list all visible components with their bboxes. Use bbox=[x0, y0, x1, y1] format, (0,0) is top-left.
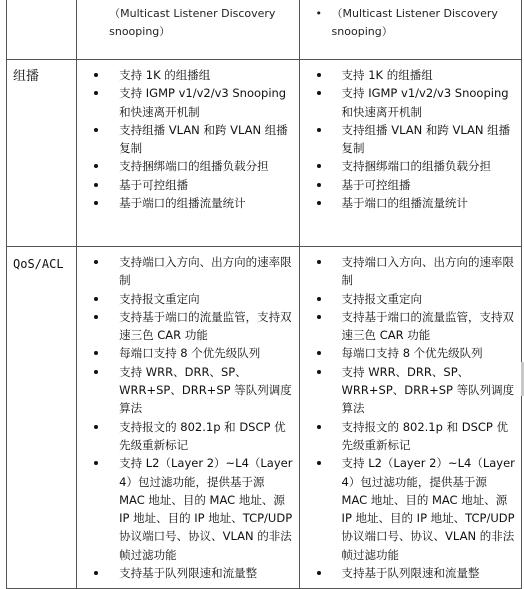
spec-cell-b bbox=[299, 60, 521, 247]
category-cell bbox=[7, 247, 77, 589]
bullet-icon bbox=[94, 351, 98, 355]
mld-note bbox=[308, 5, 515, 41]
list-item: 支持报文的 802.1p 和 DSCP 优先级重新标记 bbox=[308, 418, 515, 455]
bullet-icon bbox=[94, 73, 98, 77]
bullet-marker: • bbox=[315, 7, 323, 20]
feature-list bbox=[308, 66, 515, 212]
table-row-multicast bbox=[7, 60, 522, 247]
bullet-icon bbox=[94, 183, 98, 187]
list-item: 基于可控组播 bbox=[308, 176, 515, 194]
bullet-icon bbox=[317, 370, 321, 374]
bullet-icon bbox=[94, 91, 98, 95]
category-cell-empty bbox=[7, 0, 77, 60]
list-item: 支持基于端口的流量监管，支持双速三色 CAR 功能 bbox=[308, 308, 515, 345]
spec-cell-b bbox=[299, 0, 521, 60]
list-item: 支持端口入方向、出方向的速率限制 bbox=[85, 253, 292, 290]
list-item: 基于端口的组播流量统计 bbox=[85, 194, 292, 212]
list-item: 支持 WRR、DRR、SP、WRR+SP、DRR+SP 等队列调度算法 bbox=[308, 363, 515, 418]
category-label: 组播 bbox=[13, 69, 40, 84]
bullet-icon bbox=[94, 370, 98, 374]
spec-table bbox=[6, 0, 522, 589]
bullet-icon bbox=[94, 164, 98, 168]
spec-cell-a bbox=[77, 0, 299, 60]
feature-list bbox=[85, 253, 292, 582]
bullet-icon bbox=[94, 315, 98, 319]
list-item: 支持报文重定向 bbox=[85, 290, 292, 308]
bullet-icon bbox=[317, 128, 321, 132]
list-item: 支持捆绑端口的组播负载分担 bbox=[85, 157, 292, 175]
list-item: 基于可控组播 bbox=[85, 176, 292, 194]
bullet-icon bbox=[317, 164, 321, 168]
bullet-icon bbox=[94, 201, 98, 205]
list-item: 支持 1K 的组播组 bbox=[308, 66, 515, 84]
list-item: 支持 L2（Layer 2）~L4（Layer 4）包过滤功能，提供基于源 MAC 地址、目的 MAC 地址、源 IP 地址、目的 IP 地址、TCP/UDP 协议端口号、协议、VLAN 的非法帧过滤功能 bbox=[308, 454, 515, 564]
bullet-icon bbox=[317, 315, 321, 319]
bullet-icon bbox=[317, 297, 321, 301]
bullet-icon bbox=[94, 260, 98, 264]
list-item: 支持报文的 802.1p 和 DSCP 优先级重新标记 bbox=[85, 418, 292, 455]
list-item: 每端口支持 8 个优先级队列 bbox=[85, 344, 292, 362]
bullet-icon bbox=[317, 73, 321, 77]
list-item: 基于端口的组播流量统计 bbox=[308, 194, 515, 212]
feature-list bbox=[308, 253, 515, 582]
bullet-icon bbox=[94, 128, 98, 132]
list-item: 支持 IGMP v1/v2/v3 Snooping 和快速离开机制 bbox=[308, 84, 515, 121]
list-item: 支持基于队列限速和流量整 bbox=[85, 564, 292, 582]
bullet-icon bbox=[94, 425, 98, 429]
bullet-icon bbox=[94, 461, 98, 465]
table-row-qos-acl bbox=[7, 247, 522, 589]
bullet-icon bbox=[94, 297, 98, 301]
list-item: 支持基于端口的流量监管，支持双速三色 CAR 功能 bbox=[85, 308, 292, 345]
bullet-icon bbox=[317, 351, 321, 355]
bullet-icon bbox=[94, 571, 98, 575]
mld-note: （Multicast Listener Discovery snooping） bbox=[109, 7, 276, 38]
table-row-mld bbox=[7, 0, 522, 60]
list-item: 支持基于队列限速和流量整 bbox=[308, 564, 515, 582]
list-item: 支持报文重定向 bbox=[308, 290, 515, 308]
bullet-icon bbox=[317, 183, 321, 187]
spec-cell-a bbox=[77, 247, 299, 589]
feature-list bbox=[85, 66, 292, 212]
list-item: 支持 1K 的组播组 bbox=[85, 66, 292, 84]
bullet-icon bbox=[317, 91, 321, 95]
bullet-icon bbox=[317, 461, 321, 465]
bullet-icon bbox=[317, 201, 321, 205]
list-item: 支持组播 VLAN 和跨 VLAN 组播复制 bbox=[85, 121, 292, 158]
list-item: 支持捆绑端口的组播负载分担 bbox=[308, 157, 515, 175]
spec-cell-a bbox=[77, 60, 299, 247]
list-item: 支持 WRR、DRR、SP、WRR+SP、DRR+SP 等队列调度算法 bbox=[85, 363, 292, 418]
category-label: QoS/ACL bbox=[13, 257, 64, 271]
bullet-icon bbox=[317, 425, 321, 429]
list-item: 支持组播 VLAN 和跨 VLAN 组播复制 bbox=[308, 121, 515, 158]
mld-note-text: （Multicast Listener Discovery snooping） bbox=[331, 7, 498, 38]
list-item: 支持 L2（Layer 2）~L4（Layer 4）包过滤功能，提供基于源 MAC 地址、目的 MAC 地址、源 IP 地址、目的 IP 地址、TCP/UDP 协议端口号、协议、VLAN 的非法帧过滤功能 bbox=[85, 454, 292, 564]
list-item: 支持 IGMP v1/v2/v3 Snooping 和快速离开机制 bbox=[85, 84, 292, 121]
category-cell bbox=[7, 60, 77, 247]
spec-cell-b bbox=[299, 247, 521, 589]
list-item: 每端口支持 8 个优先级队列 bbox=[308, 344, 515, 362]
bullet-icon bbox=[317, 571, 321, 575]
bullet-icon bbox=[317, 260, 321, 264]
list-item: 支持端口入方向、出方向的速率限制 bbox=[308, 253, 515, 290]
